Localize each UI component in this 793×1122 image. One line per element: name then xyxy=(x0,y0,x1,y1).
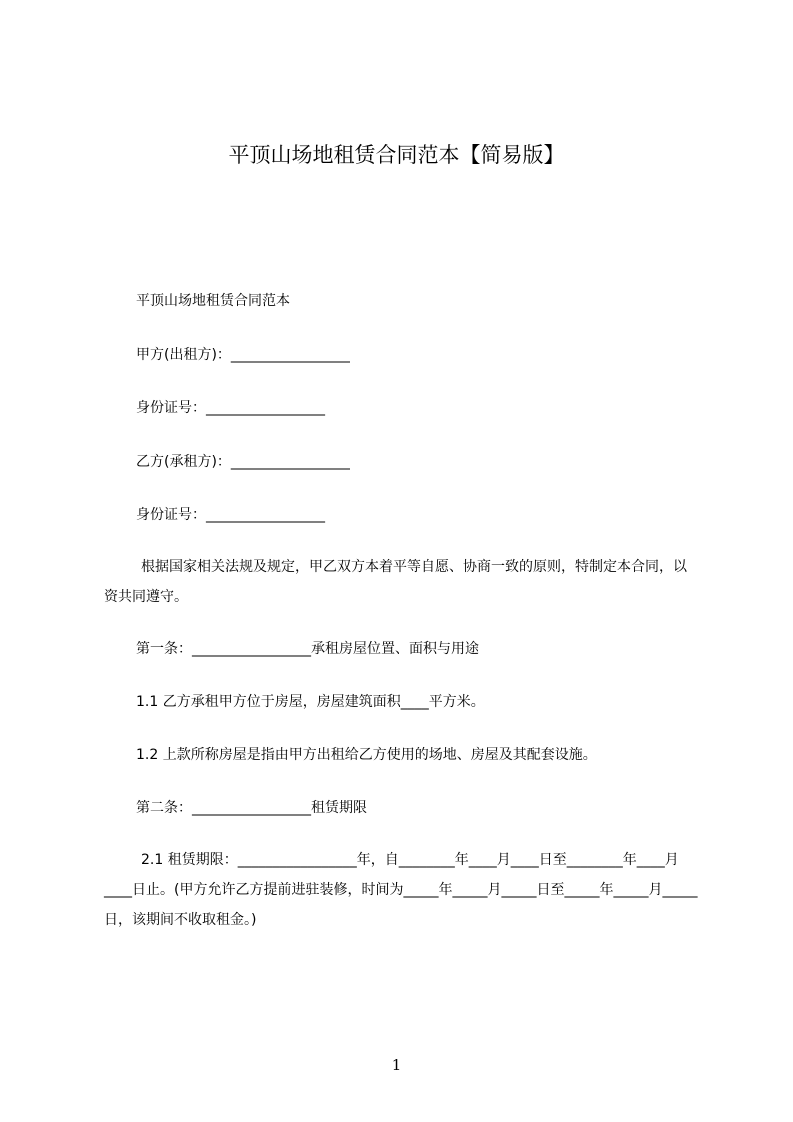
clause-2-1: 2.1 租赁期限：_________________年，自________年____月____日至________年____月____日止。(甲方允许乙方提前进驻装修，时间为_____年_____月_____日至_____年_____月_____日，该期间不收取租金。) xyxy=(104,852,698,928)
party-b-line: 乙方(承租方)：_________________ xyxy=(136,454,350,470)
document-title: 平顶山场地租赁合同范本【简易版】 xyxy=(228,143,565,167)
contract-subtitle: 平顶山场地租赁合同范本 xyxy=(136,293,290,309)
article-2-heading: 第二条：_________________租赁期限 xyxy=(136,800,367,816)
party-a-id-line: 身份证号：_________________ xyxy=(136,400,325,416)
page-number: 1 xyxy=(391,1056,402,1074)
clause-1-1: 1.1 乙方承租甲方位于房屋，房屋建筑面积____平方米。 xyxy=(136,694,485,710)
party-a-line: 甲方(出租方)：_________________ xyxy=(136,347,350,363)
party-b-id-line: 身份证号：_________________ xyxy=(136,507,325,523)
preamble-paragraph: 根据国家相关法规及规定，甲乙双方本着平等自愿、协商一致的原则，特制定本合同，以资共同遵守。 xyxy=(104,559,687,605)
clause-1-2: 1.2 上款所称房屋是指由甲方出租给乙方使用的场地、房屋及其配套设施。 xyxy=(136,747,597,763)
article-1-heading: 第一条：_________________承租房屋位置、面积与用途 xyxy=(136,641,479,657)
